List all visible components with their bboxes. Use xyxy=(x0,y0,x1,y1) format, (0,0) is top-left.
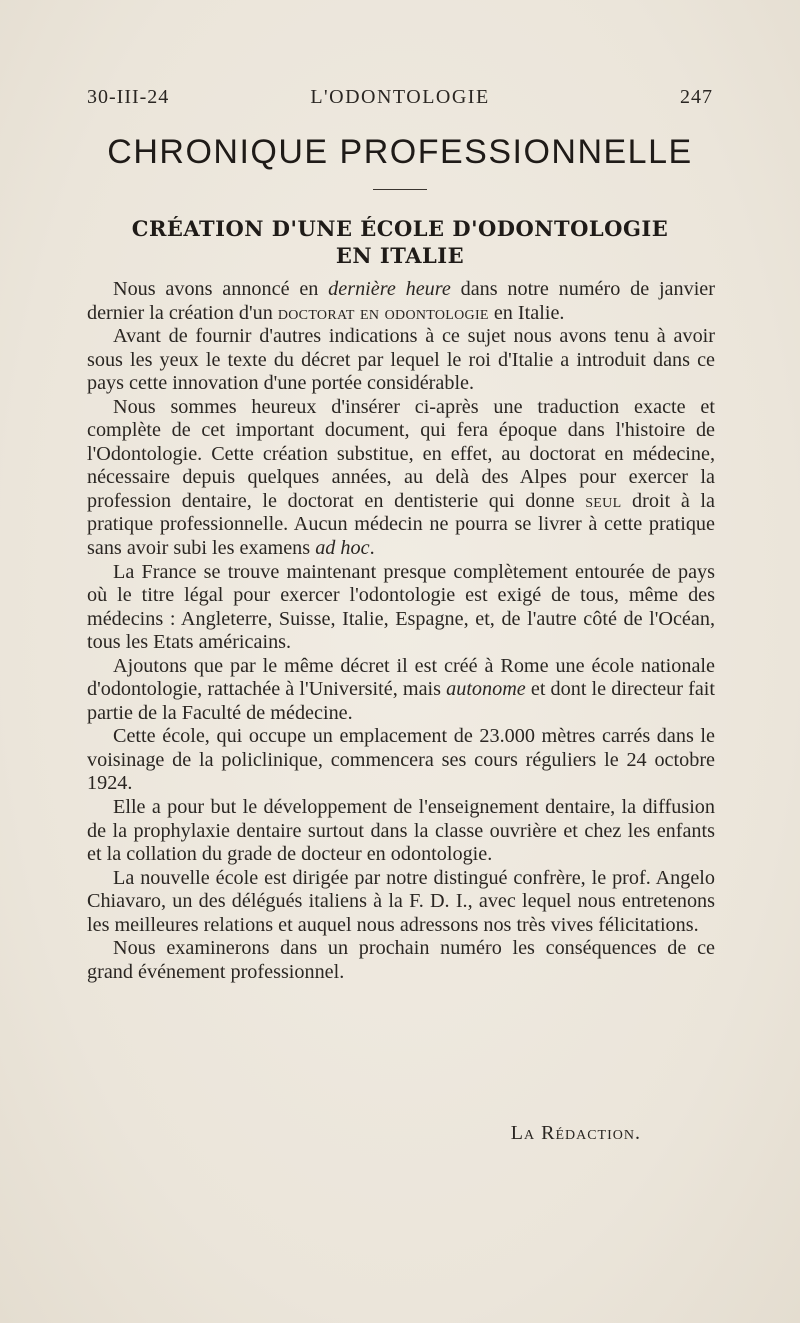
small-caps-seul: seul xyxy=(585,489,622,512)
paragraph-1-text-a: Nous avons annoncé en xyxy=(113,278,329,300)
paragraph-3-text-a: Nous sommes heureux d'insérer ci-après une traduction exacte et complète de cet important document, qui fera époque dans l'histoire de l'Odontologie. Cette création substitue, en effet, au doctorat en médecine, nécessaire depuis quelques années, au delà des Alpes pour exercer la profession dentaire, le doctorat en dentisterie qui donne xyxy=(87,395,715,512)
section-title: CHRONIQUE PROFESSIONNELLE xyxy=(107,133,693,171)
article-title-line-1: CRÉATION D'UNE ÉCOLE D'ODONTOLOGIE xyxy=(131,216,669,241)
article-title xyxy=(80,215,720,269)
paragraph-3 xyxy=(87,396,715,561)
paragraph-5 xyxy=(87,655,715,726)
emphasis-autonome: autonome xyxy=(446,678,526,701)
emphasis-derniere-heure: dernière heure xyxy=(328,278,451,300)
signature: La Rédaction. xyxy=(510,1122,641,1144)
title-divider xyxy=(373,189,427,190)
paragraph-6: Cette école, qui occupe un emplacement de 23.000 mètres carrés dans le voisinage de la policlinique, commencera ses cours réguliers le 24 octobre 1924. xyxy=(87,725,715,795)
journal-name: L'ODONTOLOGIE xyxy=(310,86,490,108)
emphasis-ad-hoc: ad hoc xyxy=(315,537,370,560)
paragraph-5-text-a: Ajoutons que par le même décret il est créé à Rome une école nationale d'odontologie, rattachée à l'Université, mais xyxy=(87,654,715,701)
paragraph-4: La France se trouve maintenant presque complètement entourée de pays où le titre légal pour exercer l'odontologie est exigé de tous, même des médecins : Angleterre, Suisse, Italie, Espagne, et, de l'autre côté de l'Océan, tous les Etats américains. xyxy=(87,560,715,654)
small-caps-doctorat: doctorat en odontologie xyxy=(277,301,489,324)
paragraph-1-text-e: en Italie. xyxy=(488,301,565,324)
article-body xyxy=(87,278,715,984)
paragraph-8: La nouvelle école est dirigée par notre distingué confrère, le prof. Angelo Chiavaro, un des délégués italiens à la F. D. I., avec lequel nous entretenons les meilleures relations et auquel nous adressons nos très vives félicitations. xyxy=(87,866,715,936)
running-head xyxy=(87,86,713,116)
page-number: 247 xyxy=(680,86,713,108)
paragraph-7: Elle a pour but le développement de l'enseignement dentaire, la diffusion de la prophylaxie dentaire surtout dans la classe ouvrière et chez les enfants et la collation du grade de docteur en odontologie. xyxy=(87,796,715,866)
paragraph-1-text-c: dans notre numéro de janvier dernier la création d'un xyxy=(87,278,715,324)
paragraph-2: Avant de fournir d'autres indications à ce sujet nous avons tenu à avoir sous les yeux le texte du décret par lequel le roi d'Italie a introduit dans ce pays cette innovation d'une portée considérable. xyxy=(87,325,715,395)
paragraph-5-text-c: et dont le directeur fait partie de la Faculté de médecine. xyxy=(87,678,715,724)
article-title-line-2: EN ITALIE xyxy=(335,243,465,268)
paragraph-9: Nous examinerons dans un prochain numéro les conséquences de ce grand événement professionnel. xyxy=(87,937,715,983)
paragraph-3-text-e: . xyxy=(369,537,375,560)
paragraph-1 xyxy=(87,278,715,325)
paragraph-3-text-c: droit à la pratique professionnelle. Aucun médecin ne pourra se livrer à cette pratique sans avoir subi les examens xyxy=(87,489,715,560)
issue-date: 30-III-24 xyxy=(87,86,170,108)
